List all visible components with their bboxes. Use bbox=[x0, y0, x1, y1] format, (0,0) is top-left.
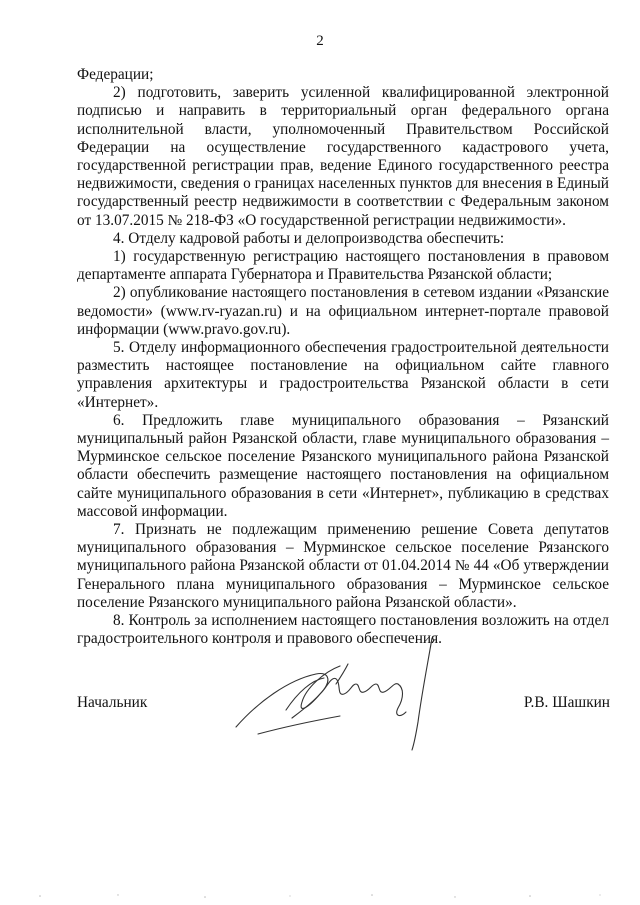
paragraph-subitem-2: 2) опубликование настоящего постановления в сетевом издании «Рязанские ведомости» (www.rv-ryazan.ru) и на официальном интернет-портале правовой информации (www.pravo.gov.ru). bbox=[77, 284, 609, 338]
paragraph-item-6: 6. Предложить главе муниципального образования – Рязанский муниципальный район Рязанской области, главе муниципального образования – Мурминское сельское поселение Рязанского муниципального района Рязанской области обеспечить размещение настоящего постановления на официальном сайте муниципального образования в сети «Интернет», публикацию в средствах массовой информации. bbox=[77, 411, 609, 520]
document-body bbox=[77, 66, 609, 649]
signatory-title: Начальник bbox=[77, 694, 148, 711]
paragraph-item-8: 8. Контроль за исполнением настоящего постановления возложить на отдел градостроительного контроля и правового обеспечения. bbox=[77, 612, 609, 648]
paragraph-item-2: 2) подготовить, заверить усиленной квалифицированной электронной подписью и направить в территориальный орган федерального органа исполнительной власти, уполномоченный Правительством Российской Федерации на осуществление государственного кадастрового учета, государственной регистрации прав, ведение Единого государственного реестра недвижимости, сведения о границах населенных пунктов для внесения в Единый государственный реестр недвижимости в соответствии с Федеральным законом от 13.07.2015 № 218-ФЗ «О государственной регистрации недвижимости». bbox=[77, 84, 609, 229]
paragraph-item-5: 5. Отделу информационного обеспечения градостроительной деятельности разместить настоящее постановление на официальном сайте главного управления архитектуры и градостроительства Рязанской области в сети «Интернет». bbox=[77, 339, 609, 411]
paragraph-item-7: 7. Признать не подлежащим применению решение Совета депутатов муниципального образования – Мурминское сельское поселение Рязанского муниципального района Рязанской области от 01.04.2014 № 44 «Об утверждении Генерального плана муниципального образования – Мурминское сельское поселение Рязанского муниципального района Рязанской области». bbox=[77, 521, 609, 611]
scan-edge-dots bbox=[0, 893, 640, 899]
paragraph-subitem-1: 1) государственную регистрацию настоящего постановления в правовом департаменте аппарата Губернатора и Правительства Рязанской области; bbox=[77, 248, 609, 284]
page-number: 2 bbox=[316, 33, 324, 49]
paragraph-continuation: Федерации; bbox=[77, 66, 154, 83]
handwritten-signature bbox=[228, 622, 458, 752]
paragraph-item-4: 4. Отделу кадровой работы и делопроизводства обеспечить: bbox=[113, 229, 505, 247]
signatory-name: Р.В. Шашкин bbox=[523, 694, 610, 711]
